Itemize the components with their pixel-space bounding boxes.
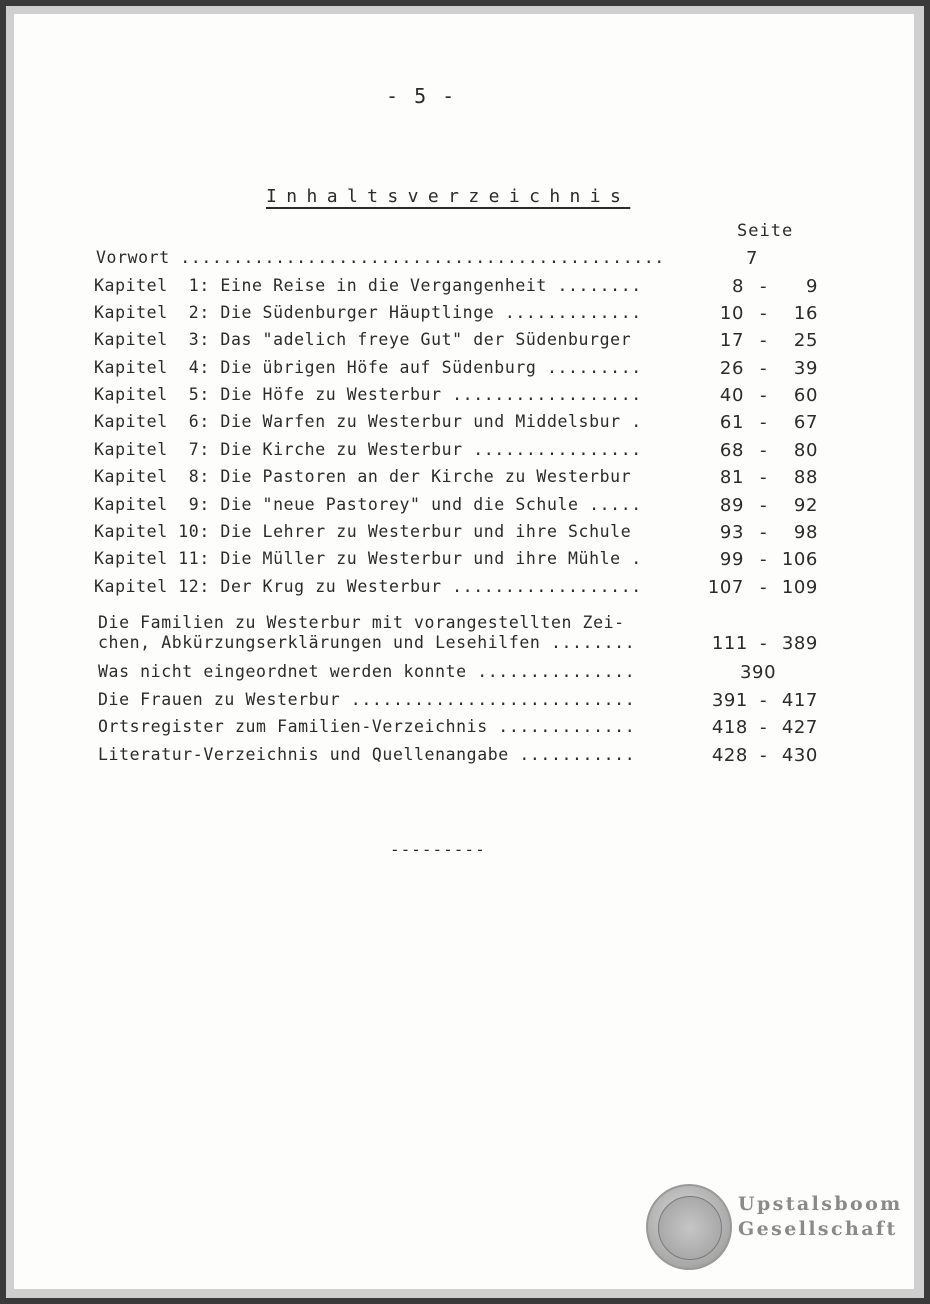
toc-entry — [94, 412, 824, 434]
toc-entry — [94, 276, 824, 298]
watermark-line2: Gesellschaft — [738, 1218, 898, 1240]
toc-range-dash: - — [760, 577, 768, 598]
toc-page-from: 17 — [719, 330, 744, 351]
toc-label: Kapitel 3: Das "adelich freye Gut" der Südenburger — [94, 330, 632, 349]
column-header-seite: Seite — [737, 221, 794, 241]
toc-page-from: 61 — [719, 412, 744, 433]
watermark-logo — [646, 1184, 903, 1284]
watermark-text — [738, 1192, 903, 1242]
toc-range-dash: - — [760, 467, 768, 488]
toc-range-dash: - — [760, 690, 768, 711]
toc-label: Ortsregister zum Familien-Verzeichnis ............. — [98, 717, 636, 736]
document-page — [14, 14, 914, 1289]
toc-entry — [94, 330, 824, 352]
toc-label: Kapitel 12: Der Krug zu Westerbur .................. — [94, 577, 642, 596]
toc-label: Kapitel 11: Die Müller zu Westerbur und ihre Mühle . — [94, 549, 642, 568]
toc-entry-familien — [98, 633, 824, 655]
toc-label: Kapitel 2: Die Südenburger Häuptlinge ............. — [94, 303, 642, 322]
toc-page-from: 10 — [719, 303, 744, 324]
toc-label: chen, Abkürzungserklärungen und Lesehilfen ........ — [98, 633, 636, 652]
seal-icon — [646, 1184, 732, 1270]
toc-page-from: 40 — [719, 385, 744, 406]
toc-page-from: 107 — [707, 577, 744, 598]
toc-page-to: 67 — [793, 412, 818, 433]
toc-entry-familien-line1: Die Familien zu Westerbur mit vorangestellten Zei- — [98, 613, 625, 632]
toc-page: 7 — [746, 248, 759, 269]
toc-entry-vorwort — [96, 248, 826, 270]
toc-page-from: 68 — [719, 440, 744, 461]
toc-range-dash: - — [760, 745, 768, 766]
toc-page-to: 92 — [793, 495, 818, 516]
toc-page-to: 16 — [793, 303, 818, 324]
toc-entry-frauen — [98, 690, 824, 712]
toc-range-dash: - — [760, 330, 768, 351]
toc-entry — [94, 358, 824, 380]
toc-page-to: 427 — [781, 717, 818, 738]
toc-page-to: 430 — [781, 745, 818, 766]
toc-range-dash: - — [760, 276, 768, 297]
toc-range-dash: - — [760, 440, 768, 461]
toc-page-from: 99 — [719, 549, 744, 570]
toc-range-dash: - — [760, 412, 768, 433]
toc-page-from: 391 — [711, 690, 748, 711]
toc-page-to: 106 — [781, 549, 818, 570]
toc-page-to: 39 — [793, 358, 818, 379]
toc-range-dash: - — [760, 549, 768, 570]
toc-range-dash: - — [760, 303, 768, 324]
toc-page-from: 418 — [711, 717, 748, 738]
toc-page-to: 417 — [781, 690, 818, 711]
end-separator: --------- — [390, 840, 486, 859]
toc-entry — [94, 495, 824, 517]
toc-label: Kapitel 9: Die "neue Pastorey" und die Schule ..... — [94, 495, 642, 514]
toc-page-from: 81 — [719, 467, 744, 488]
toc-label: Literatur-Verzeichnis und Quellenangabe ........... — [98, 745, 636, 764]
toc-page-from: 8 — [731, 276, 744, 297]
toc-entry — [94, 522, 824, 544]
toc-page-from: 428 — [711, 745, 748, 766]
page-title: Inhaltsverzeichnis — [266, 186, 631, 207]
toc-label: Kapitel 8: Die Pastoren an der Kirche zu Westerbur — [94, 467, 632, 486]
toc-entry — [94, 577, 824, 599]
toc-label: Was nicht eingeordnet werden konnte ............... — [98, 662, 636, 681]
page-number: - 5 - — [386, 84, 457, 108]
toc-page-to: 9 — [805, 276, 818, 297]
toc-page-to: 98 — [793, 522, 818, 543]
toc-page: 390 — [740, 662, 777, 683]
toc-range-dash: - — [760, 358, 768, 379]
toc-range-dash: - — [760, 522, 768, 543]
toc-entry — [94, 467, 824, 489]
toc-label: Kapitel 6: Die Warfen zu Westerbur und Middelsbur . — [94, 412, 642, 431]
toc-label: Kapitel 5: Die Höfe zu Westerbur .................. — [94, 385, 642, 404]
toc-page-from: 93 — [719, 522, 744, 543]
toc-page-from: 26 — [719, 358, 744, 379]
toc-range-dash: - — [760, 717, 768, 738]
toc-entry-ortsregister — [98, 717, 824, 739]
toc-entry — [94, 549, 824, 571]
toc-entry — [94, 385, 824, 407]
toc-page-to: 109 — [781, 577, 818, 598]
toc-label: Kapitel 1: Eine Reise in die Vergangenheit ........ — [94, 276, 642, 295]
toc-page-to: 88 — [793, 467, 818, 488]
toc-range-dash: - — [760, 385, 768, 406]
toc-label: Die Frauen zu Westerbur ........................... — [98, 690, 636, 709]
toc-entry-nicht-eingeordnet — [98, 662, 824, 684]
toc-label: Vorwort .............................................. — [96, 248, 665, 267]
toc-range-dash: - — [760, 633, 768, 654]
toc-page-to: 389 — [781, 633, 818, 654]
toc-entry — [94, 303, 824, 325]
toc-entry — [94, 440, 824, 462]
toc-page-to: 25 — [793, 330, 818, 351]
watermark-line1: Upstalsboom — [738, 1193, 903, 1215]
toc-entry-literatur — [98, 745, 824, 767]
toc-page-to: 80 — [793, 440, 818, 461]
toc-page-from: 111 — [711, 633, 748, 654]
toc-page-from: 89 — [719, 495, 744, 516]
toc-range-dash: - — [760, 495, 768, 516]
toc-label: Kapitel 10: Die Lehrer zu Westerbur und ihre Schule — [94, 522, 632, 541]
toc-label: Kapitel 7: Die Kirche zu Westerbur ................ — [94, 440, 642, 459]
toc-label: Kapitel 4: Die übrigen Höfe auf Südenburg ......... — [94, 358, 642, 377]
toc-page-to: 60 — [793, 385, 818, 406]
